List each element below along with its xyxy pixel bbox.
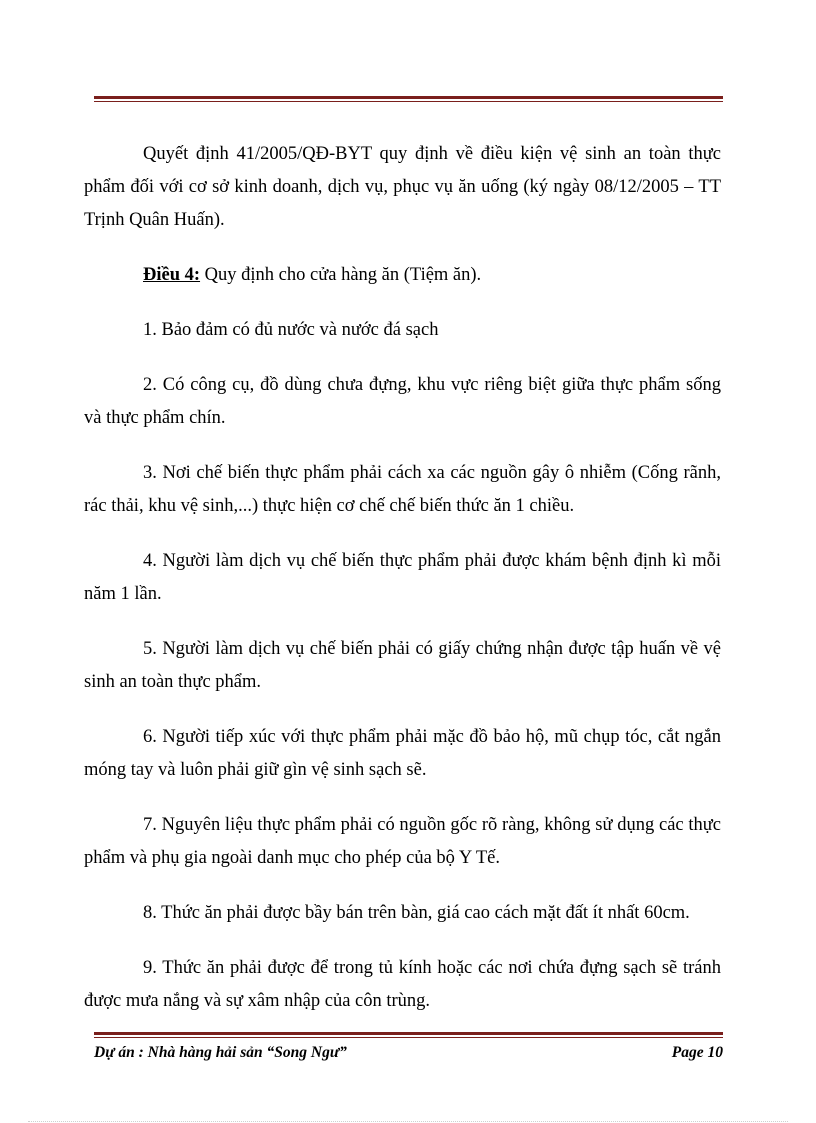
intro-paragraph: Quyết định 41/2005/QĐ-BYT quy định về điều kiện vệ sinh an toàn thực phẩm đối với cơ sở kinh doanh, dịch vụ, phục vụ ăn uống (ký ngày 08/12/2005 – TT Trịnh Quân Huấn). (84, 144, 721, 230)
article-title: Quy định cho cửa hàng ăn (Tiệm ăn). (200, 265, 482, 285)
list-item-6: 6. Người tiếp xúc với thực phẩm phải mặc đồ bảo hộ, mũ chụp tóc, cắt ngắn móng tay và luôn phải giữ gìn vệ sinh sạch sẽ. (84, 727, 721, 780)
page-footer (94, 1044, 723, 1068)
footer-page-number: Page 10 (671, 1044, 723, 1061)
header-rule-thick (94, 96, 723, 99)
footer-rule-thin (94, 1037, 723, 1038)
footer-rule-thick (94, 1032, 723, 1035)
header-rule (94, 96, 723, 104)
list-item-4: 4. Người làm dịch vụ chế biến thực phẩm phải được khám bệnh định kì mỗi năm 1 lần. (84, 551, 721, 604)
article-heading (84, 259, 721, 292)
list-item-3: 3. Nơi chế biến thực phẩm phải cách xa các nguồn gây ô nhiễm (Cống rãnh, rác thải, khu vệ sinh,...) thực hiện cơ chế chế biến thức ăn 1 chiều. (84, 463, 721, 516)
document-body (84, 138, 721, 1040)
article-label: Điều 4: (143, 265, 201, 285)
footer-rule (94, 1032, 723, 1040)
header-rule-thin (94, 101, 723, 102)
list-item-8: 8. Thức ăn phải được bầy bán trên bàn, giá cao cách mặt đất ít nhất 60cm. (143, 903, 690, 923)
footer-project-name: Dự án : Nhà hàng hải sản “Song Ngư” (94, 1044, 347, 1061)
page-edge-divider (28, 1121, 788, 1122)
list-item-1: 1. Bảo đảm có đủ nước và nước đá sạch (143, 320, 439, 340)
list-item-9: 9. Thức ăn phải được để trong tủ kính hoặc các nơi chứa đựng sạch sẽ tránh được mưa nắng và sự xâm nhập của côn trùng. (84, 958, 721, 1011)
list-item-2: 2. Có công cụ, đồ dùng chưa đựng, khu vực riêng biệt giữa thực phẩm sống và thực phẩm chín. (84, 375, 721, 428)
list-item-7: 7. Nguyên liệu thực phẩm phải có nguồn gốc rõ ràng, không sử dụng các thực phẩm và phụ gia ngoài danh mục cho phép của bộ Y Tế. (84, 815, 721, 868)
list-item-5: 5. Người làm dịch vụ chế biến phải có giấy chứng nhận được tập huấn về vệ sinh an toàn thực phẩm. (84, 639, 721, 692)
